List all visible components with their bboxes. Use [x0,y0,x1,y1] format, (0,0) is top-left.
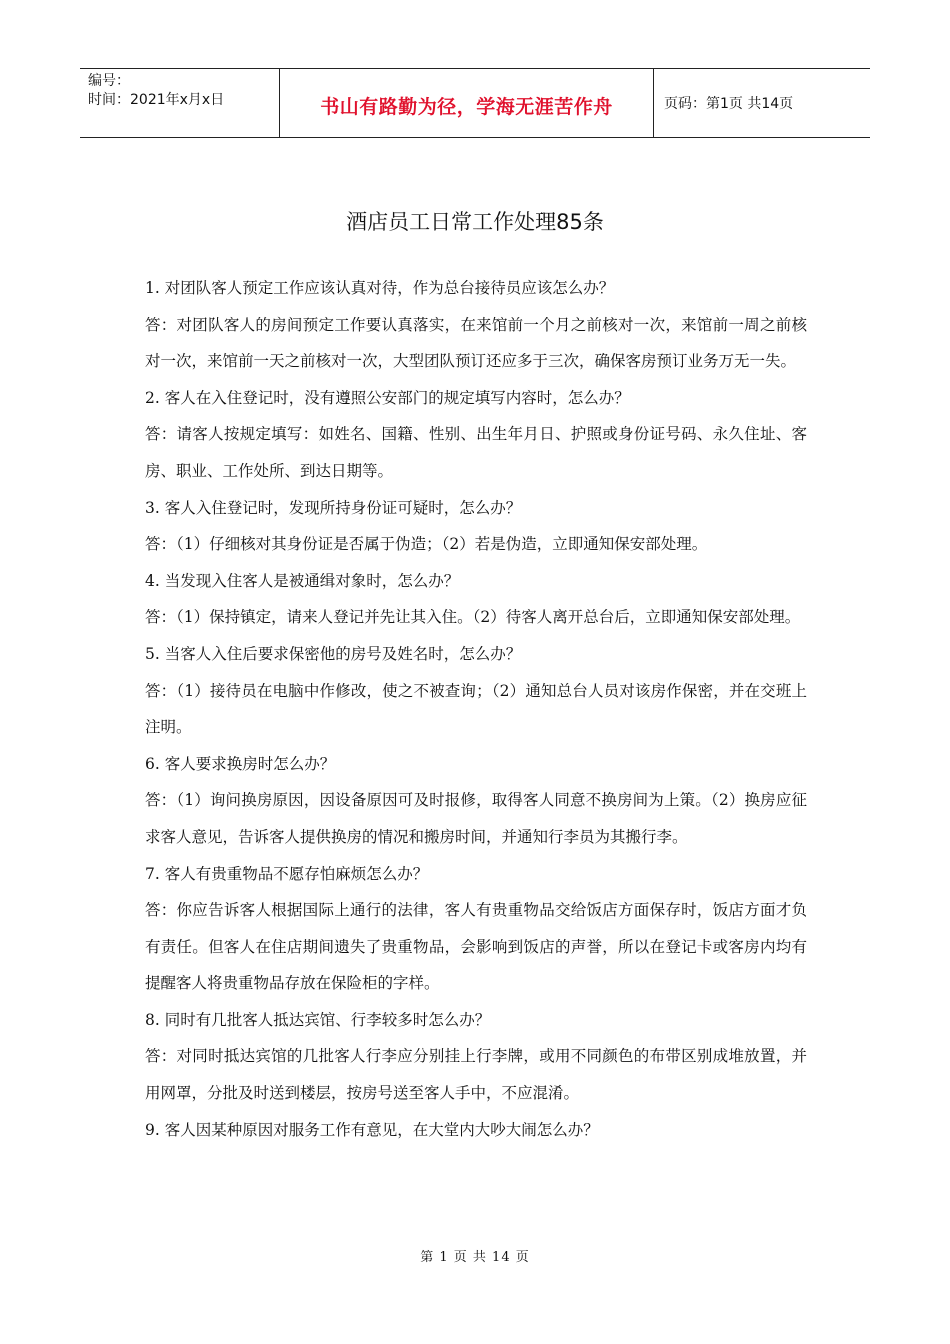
document-title: 酒店员工日常工作处理85条 [346,210,604,234]
document-body [145,270,807,1148]
question-7: 7. 客人有贵重物品不愿存怕麻烦怎么办？ [145,864,429,883]
question-3: 3. 客人入住登记时，发现所持身份证可疑时，怎么办？ [145,498,522,517]
number-label: 编号： [88,73,130,89]
answer-8: 答：对同时抵达宾馆的几批客人行李应分别挂上行李牌，或用不同颜色的布带区别成堆放置，并用网罩，分批及时送到楼层，按房号送至客人手中，不应混淆。 [145,1047,807,1103]
question-5: 5. 当客人入住后要求保密他的房号及姓名时，怎么办？ [145,644,522,663]
header-page-info: 页码：第1页 共14页 [664,96,794,112]
page-footer: 第 1 页 共 14 页 [420,1250,530,1265]
header-table [80,68,870,138]
question-2: 2. 客人在入住登记时，没有遵照公安部门的规定填写内容时，怎么办？ [145,388,630,407]
answer-3: 答：（1）仔细核对其身份证是否属于伪造；（2）若是伪造，立即通知保安部处理。 [145,535,708,554]
answer-2: 答：请客人按规定填写：如姓名、国籍、性别、出生年月日、护照或身份证号码、永久住址、客房、职业、工作处所、到达日期等。 [145,425,807,480]
question-4: 4. 当发现入住客人是被通缉对象时，怎么办？ [145,571,460,590]
question-9: 9. 客人因某种原因对服务工作有意见，在大堂内大吵大闹怎么办？ [145,1120,599,1139]
question-1: 1. 对团队客人预定工作应该认真对待，作为总台接待员应该怎么办？ [145,279,615,297]
answer-5: 答：（1）接待员在电脑中作修改，使之不被查询；（2）通知总台人员对该房作保密，并在交班上注明。 [145,681,807,737]
header-left-cell [80,69,280,137]
answer-4: 答：（1）保持镇定，请来人登记并先让其入住。（2）待客人离开总台后，立即通知保安部处理。 [145,608,801,627]
answer-6: 答：（1）询问换房原因，因设备原因可及时报修，取得客人同意不换房间为上策。（2）换房应征求客人意见，告诉客人提供换房的情况和搬房时间，并通知行李员为其搬行李。 [145,791,807,846]
question-6: 6. 客人要求换房时怎么办？ [145,754,336,773]
answer-7: 答：你应告诉客人根据国际上通行的法律，客人有贵重物品交给饭店方面保存时，饭店方面才负有责任。但客人在住店期间遗失了贵重物品，会影响到饭店的声誉，所以在登记卡或客房内均有提醒客人将贵重物品存放在保险柜的字样。 [145,901,807,993]
question-8: 8. 同时有几批客人抵达宾馆、行李较多时怎么办？ [145,1010,491,1029]
header-motto: 书山有路勤为径，学海无涯苦作舟 [280,69,654,137]
date-label: 时间：2021年x月x日 [88,92,225,108]
answer-1: 答：对团队客人的房间预定工作要认真落实，在来馆前一个月之前核对一次，来馆前一周之前核对一次，来馆前一天之前核对一次，大型团队预订还应多于三次，确保客房预订业务万无一失。 [145,315,807,371]
